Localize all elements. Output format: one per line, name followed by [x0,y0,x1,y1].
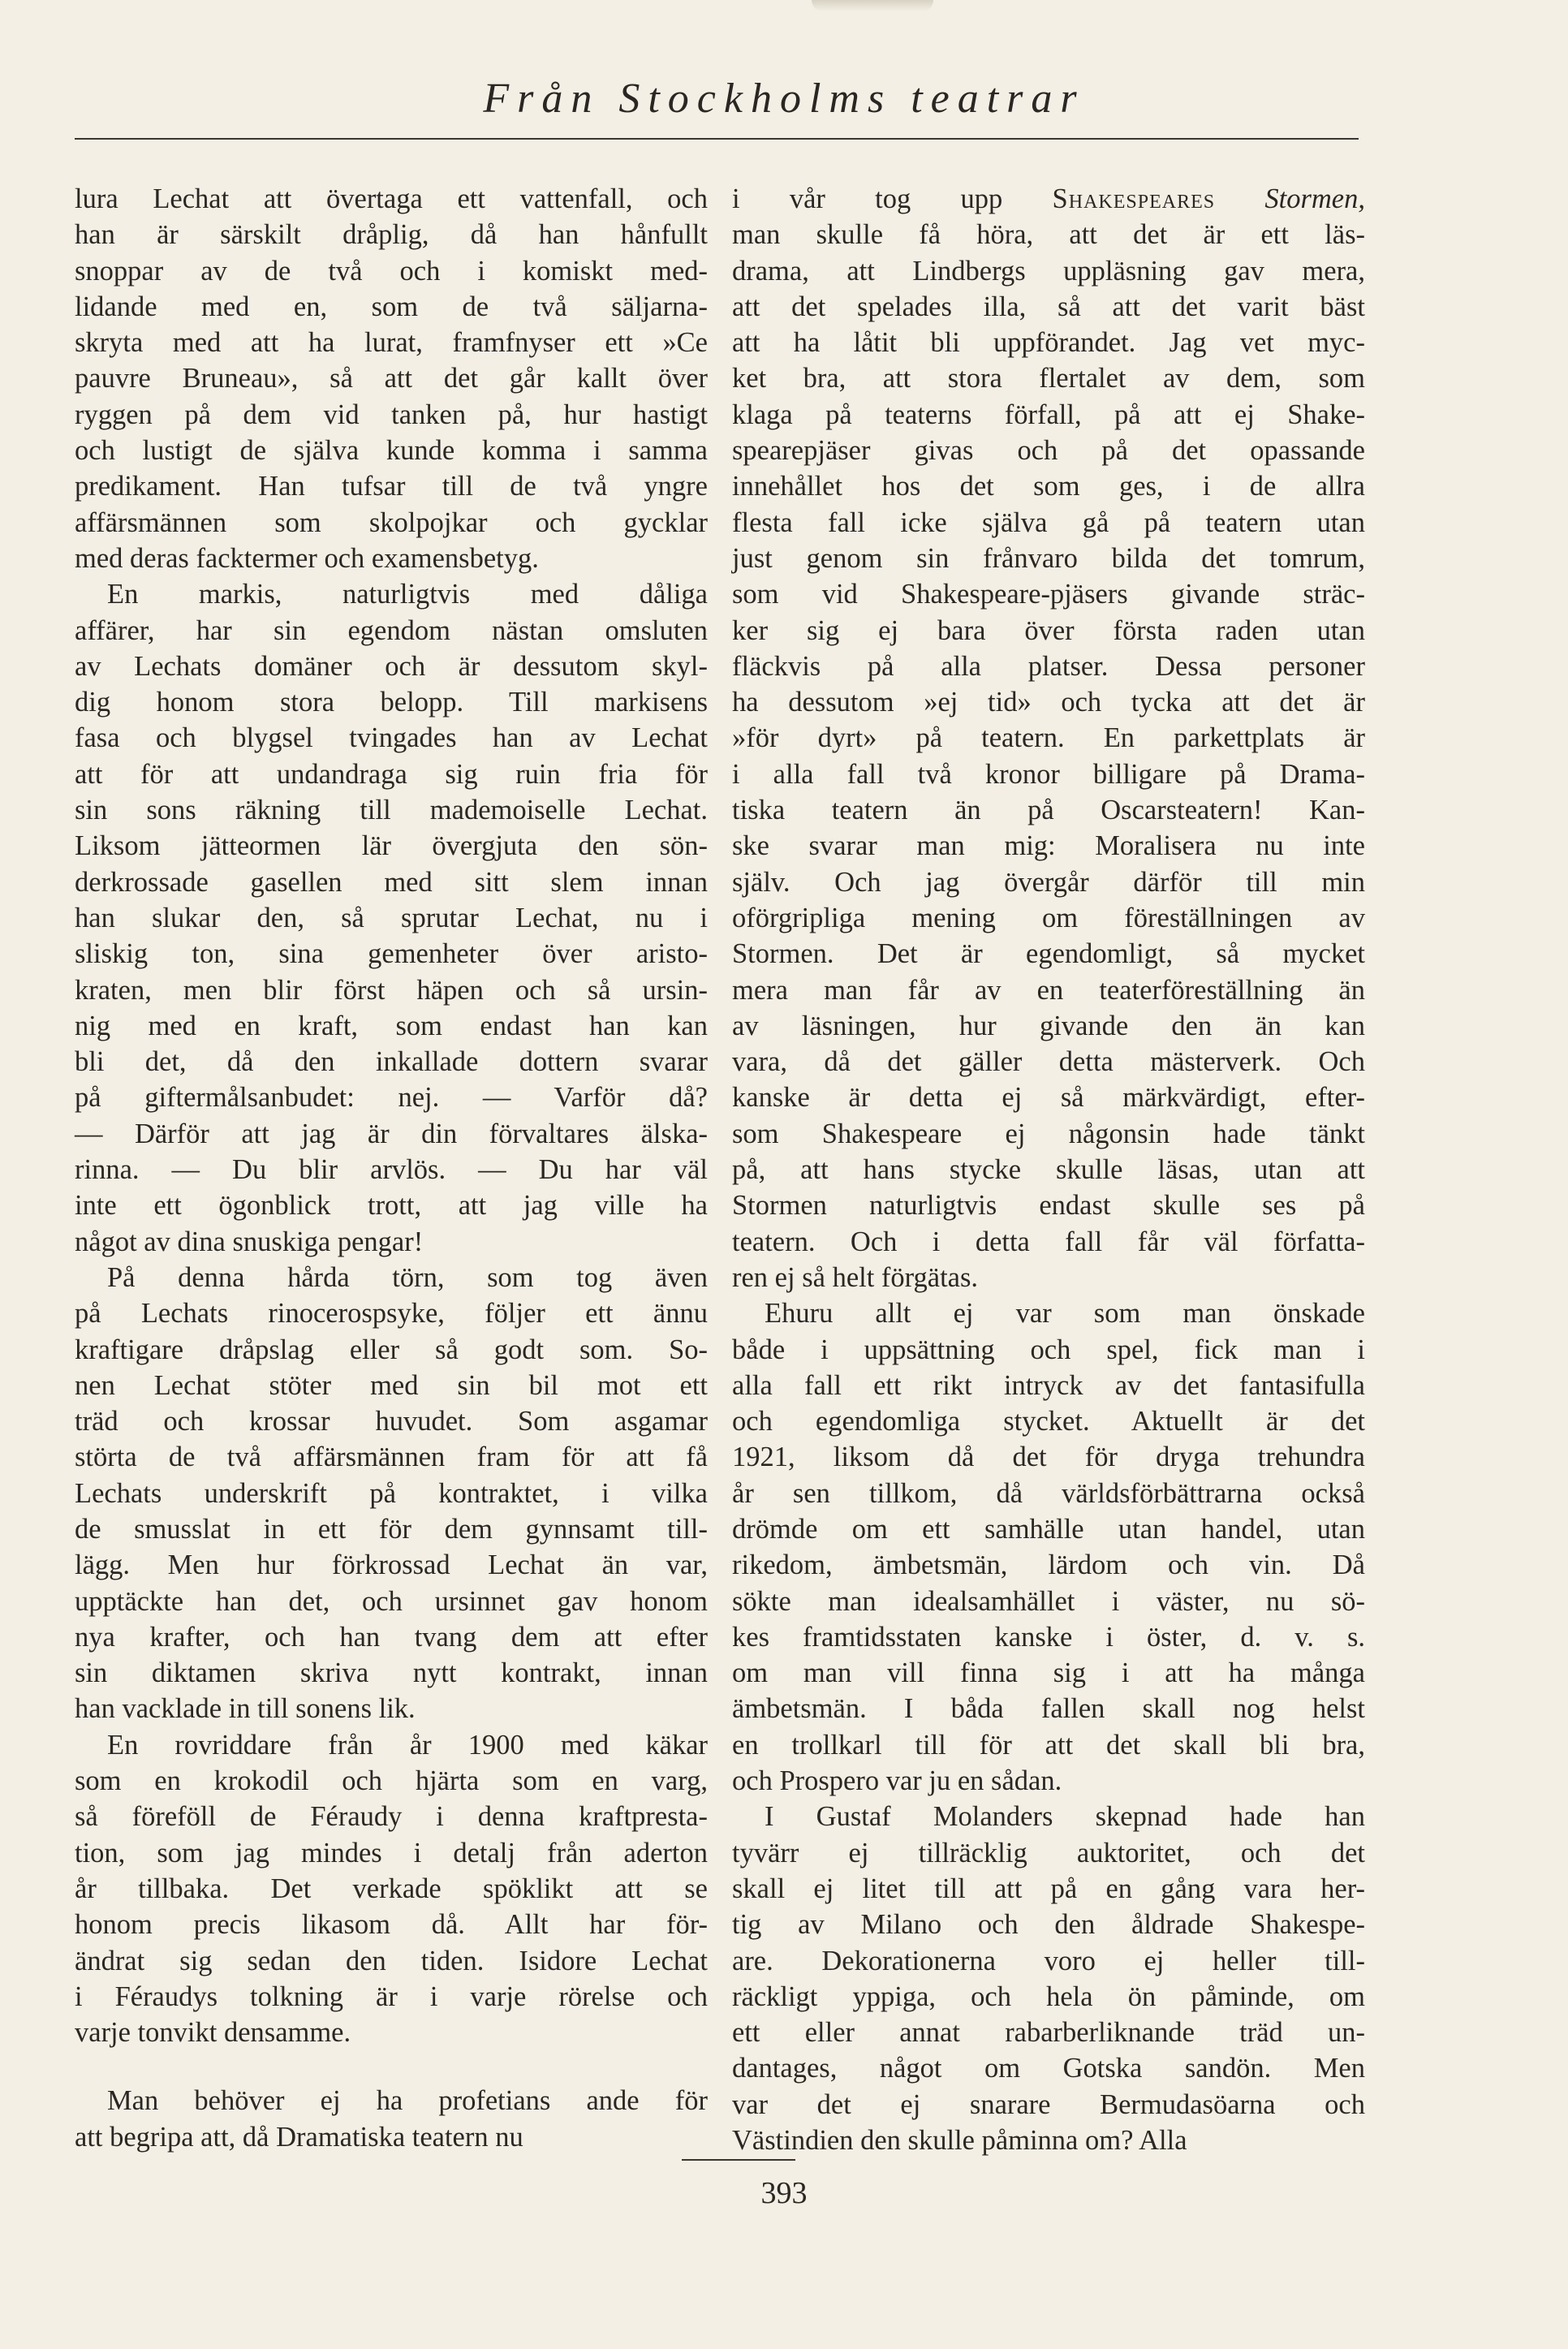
text-line: affärsmännen som skolpojkar och gycklar [75,506,708,538]
text-line: kraten, men blir först häpen och så ursin- [75,974,708,1006]
text-line: han är särskilt dråplig, då han hånfullt [75,219,708,251]
text-line: att det spelades illa, så att det varit bäst [732,291,1365,322]
text-line: just genom sin frånvaro bilda det tomrum, [732,542,1365,574]
text-line: mera man får av en teaterföreställning än [732,974,1365,1006]
paragraph [732,1295,1365,1799]
text-line: Stormen naturligtvis endast skulle ses på [732,1190,1365,1222]
text-line: pauvre Bruneau», så att det går kallt över [75,363,708,394]
text-line: En rovriddare från år 1900 med käkar [107,1729,708,1761]
text-line: träd och krossar huvudet. Som asgamar [75,1406,708,1437]
text-line: Ehuru allt ej var som man önskade [765,1298,1365,1330]
text-line: predikament. Han tufsar till de två yngre [75,471,708,502]
text-line: kraftigare dråpslag eller så godt som. So- [75,1334,708,1365]
text-line: dantages, något om Gotska sandön. Men [732,2053,1365,2084]
page-number: 393 [760,2176,808,2210]
text-line: och Prospero var ju en sådan. [732,1765,1062,1797]
right-column [732,181,1365,2158]
text-line: en trollkarl till för att det skall bli bra, [732,1729,1365,1761]
text-line: som vid Shakespeare-pjäsers givande sträc- [732,579,1365,610]
text-line: i Féraudys tolkning är i varje rörelse och [75,1980,708,2012]
text-line: som en krokodil och hjärta som en varg, [75,1765,708,1797]
text-line: på Lechats rinocerospsyke, följer ett ännu [75,1298,708,1330]
text-line: störta de två affärsmännen fram för att få [75,1442,708,1473]
text-line: tyvärr ej tillräcklig auktoritet, och det [732,1837,1365,1868]
text-line: sin sons räkning till mademoiselle Lechat. [75,795,708,826]
text-line: dig honom stora belopp. Till markisens [75,687,708,718]
text-line: och lustigt de själva kunde komma i samma [75,435,708,467]
text-line: sliskig ton, sina gemenheter över aristo- [75,938,708,970]
paragraph [75,2083,708,2155]
text-line: de smusslat in ett för dem gynnsamt till- [75,1513,708,1545]
header-rule [75,138,1359,140]
text-line: ryggen på dem vid tanken på, hur hastigt [75,399,708,430]
text-line: kes framtidsstaten kanske i öster, d. v. s. [732,1621,1365,1653]
text-line: En markis, naturligtvis med dåliga [107,579,708,610]
text-line: affärer, har sin egendom nästan omsluten [75,614,708,646]
text-line: ha dessutom »ej tid» och tycka att det är [732,687,1365,718]
text-line: själv. Och jag övergår därför till min [732,866,1365,898]
text-line: år tillbaka. Det verkade spöklikt att se [75,1873,708,1904]
text-line: nen Lechat stöter med sin bil mot ett [75,1369,708,1401]
text-line: ske svarar man mig: Moralisera nu inte [732,830,1365,862]
text-line: are. Dekorationerna voro ej heller till- [732,1945,1365,1976]
text-line: snoppar av de två och i komiskt med- [75,255,708,287]
text-line: man skulle få höra, att det är ett läs- [732,219,1365,251]
text-line: att begripa att, då Dramatiska teatern nu [75,2121,523,2153]
paragraph [732,181,1365,1295]
text-line: med deras facktermer och examensbetyg. [75,542,539,574]
text-line: av Lechats domäner och är dessutom skyl- [75,650,708,682]
footer-rule [682,2159,795,2161]
text-line: tiska teatern än på Oscarsteatern! Kan- [732,795,1365,826]
text-line: innehållet hos det som ges, i de allra [732,471,1365,502]
running-head: Från Stockholms teatrar [483,75,1085,122]
text-line: rinna. — Du blir arvlös. — Du har väl [75,1154,708,1186]
text-line: lura Lechat att övertaga ett vattenfall, och [75,183,708,214]
text-line: »för dyrt» på teatern. En parkettplats är [732,722,1365,754]
text-line: på, att hans stycke skulle läsas, utan att [732,1154,1365,1186]
text-line: lägg. Men hur förkrossad Lechat än var, [75,1549,708,1581]
text-line: upptäckte han det, och ursinnet gav honom [75,1585,708,1617]
text-line: — Därför att jag är din förvaltares älska- [75,1118,708,1149]
text-line: teatern. Och i detta fall får väl författa- [732,1226,1365,1257]
text-line: bli det, då den inkallade dottern svarar [75,1046,708,1078]
text-line: som Shakespeare ej någonsin hade tänkt [732,1118,1365,1149]
text-line: var det ej snarare Bermudasöarna och [732,2088,1365,2120]
paragraph [75,576,708,1260]
text-line: sin diktamen skriva nytt kontrakt, innan [75,1657,708,1689]
text-line: vara, då det gäller detta mästerverk. Och [732,1046,1365,1078]
text-line: ren ej så helt förgätas. [732,1261,979,1293]
text-line: ämbetsmän. I båda fallen skall nog helst [732,1693,1365,1725]
text-line: nya krafter, och han tvang dem att efter [75,1621,708,1653]
text-line: sökte man idealsamhället i väster, nu sö- [732,1585,1365,1617]
text-line: av läsningen, hur givande den än kan [732,1010,1365,1041]
text-line: fläckvis på alla platser. Dessa personer [732,650,1365,682]
text-line: något av dina snuskiga pengar! [75,1226,424,1257]
text-line: flesta fall icke själva gå på teatern utan [732,506,1365,538]
text-line: tig av Milano och den åldrade Shakespe- [732,1909,1365,1941]
text-line: lidande med en, som de två säljarna- [75,291,708,322]
text-line: nig med en kraft, som endast han kan [75,1010,708,1041]
text-line: fasa och blygsel tvingades han av Lechat [75,722,708,754]
text-line: att för att undandraga sig ruin fria för [75,758,708,790]
text-line: att ha låtit bli uppförandet. Jag vet myc- [732,327,1365,359]
text-line: Man behöver ej ha profetians ande för [107,2085,708,2117]
text-line: på giftermålsanbudet: nej. — Varför då? [75,1082,708,1114]
text-line: ändrat sig sedan den tiden. Isidore Lechat [75,1945,708,1976]
text-line: räckligt yppiga, och hela ön påminde, om [732,1980,1365,2012]
paragraph [732,1799,1365,2158]
text-line: år sen tillkom, då världsförbättrarna också [732,1477,1365,1509]
text-line: Stormen. Det är egendomligt, så mycket [732,938,1365,970]
text-line: skryta med att ha lurat, framfnyser ett »Ce [75,327,708,359]
text-line: honom precis likasom då. Allt har för- [75,1909,708,1941]
text-line: Västindien den skulle påminna om? Alla [732,2125,1187,2157]
text-line: drama, att Lindbergs uppläsning gav mera, [732,255,1365,287]
text-line: drömde om ett samhälle utan handel, utan [732,1513,1365,1545]
paragraph [75,181,708,576]
text-line: kanske är detta ej så märkvärdigt, efter- [732,1082,1365,1114]
text-line: i vår tog upp Shakespeares Stormen, [732,183,1365,214]
text-line: och egendomliga stycket. Aktuellt är det [732,1406,1365,1437]
page-tab-shadow [812,0,933,11]
text-line: i alla fall två kronor billigare på Drama- [732,758,1365,790]
text-line: om man vill finna sig i att ha många [732,1657,1365,1689]
text-line: 1921, liksom då det för dryga trehundra [732,1442,1365,1473]
paragraph [75,1727,708,2051]
text-line: spearepjäser givas och på det opassande [732,435,1365,467]
text-line: ett eller annat rabarberliknande träd un- [732,2017,1365,2049]
text-line: klaga på teaterns förfall, på att ej Shake- [732,399,1365,430]
text-line: På denna hårda törn, som tog även [107,1261,708,1293]
text-line: I Gustaf Molanders skepnad hade han [765,1801,1365,1833]
text-line: Liksom jätteormen lär övergjuta den sön- [75,830,708,862]
text-line: inte ett ögonblick trott, att jag ville ha [75,1190,708,1222]
text-line: oförgripliga mening om föreställningen av [732,902,1365,933]
text-line: rikedom, ämbetsmän, lärdom och vin. Då [732,1549,1365,1581]
text-line: Lechats underskrift på kontraktet, i vilka [75,1477,708,1509]
text-line: både i uppsättning och spel, fick man i [732,1334,1365,1365]
text-line: varje tonvikt densamme. [75,2017,351,2049]
text-line: derkrossade gasellen med sitt slem innan [75,866,708,898]
text-line: så föreföll de Féraudy i denna kraftpresta- [75,1801,708,1833]
left-column [75,181,708,2155]
text-line: han vacklade in till sonens lik. [75,1693,416,1725]
text-line: tion, som jag mindes i detalj från aderton [75,1837,708,1868]
text-line: ker sig ej bara över första raden utan [732,614,1365,646]
text-line: alla fall ett rikt intryck av det fantasifulla [732,1369,1365,1401]
paragraph [75,1260,708,1727]
text-line: skall ej litet till att på en gång vara her- [732,1873,1365,1904]
text-line: han slukar den, så sprutar Lechat, nu i [75,902,708,933]
text-line: ket bra, att stora flertalet av dem, som [732,363,1365,394]
